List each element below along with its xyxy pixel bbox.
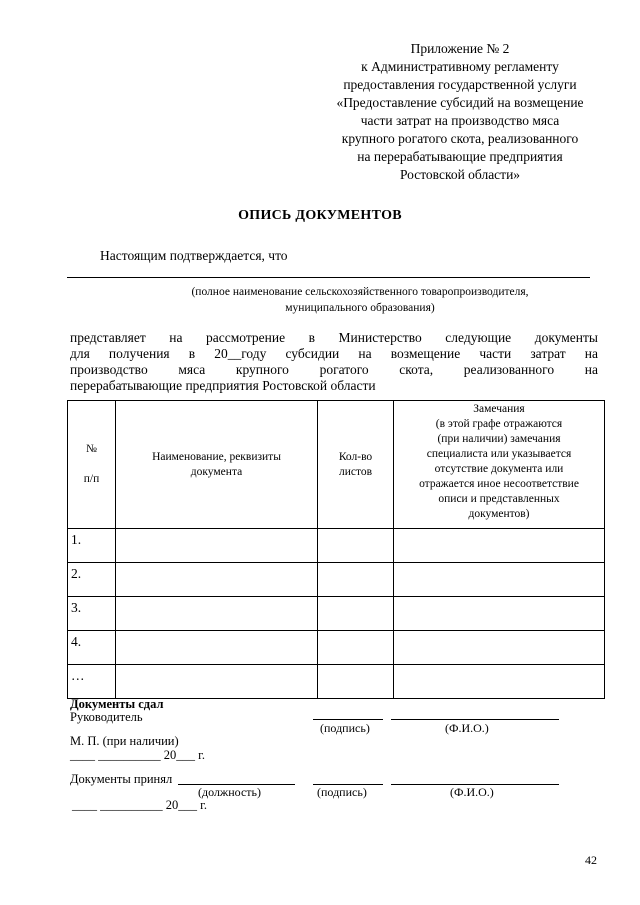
handed-head-label: Руководитель — [70, 710, 143, 724]
table-row — [68, 665, 605, 699]
header-document-name — [116, 401, 318, 529]
paragraph-line: представляет на рассмотрение в Министерство следующие документы — [70, 330, 598, 345]
header-remarks-line: отсутствие документа или — [434, 463, 564, 475]
row-remarks-cell[interactable] — [394, 563, 605, 597]
row-remarks-cell[interactable] — [394, 529, 605, 563]
table-row — [68, 597, 605, 631]
appendix-line: крупного рогатого скота, реализованного — [341, 131, 579, 146]
paragraph-line: для получения в 20__году субсидии на возмещение части затрат на — [70, 346, 598, 361]
handed-date: ____ __________ 20___ г. — [70, 748, 205, 762]
row-remarks-cell[interactable] — [394, 665, 605, 699]
handed-signature-caption: (подпись) — [320, 721, 370, 735]
table-header-row — [68, 401, 605, 529]
appendix-line: Приложение № 2 — [410, 41, 510, 56]
header-number-sign: № — [86, 443, 97, 455]
header-remarks-line: (при наличии) замечания — [437, 433, 561, 445]
producer-name-line — [67, 277, 590, 278]
received-date: ____ __________ 20___ г. — [72, 798, 207, 812]
received-fio-caption: (Ф.И.О.) — [450, 785, 494, 799]
received-label: Документы принял — [70, 772, 173, 786]
row-count-cell[interactable] — [318, 631, 394, 665]
row-remarks-cell[interactable] — [394, 631, 605, 665]
row-document-cell[interactable] — [116, 631, 318, 665]
row-count-cell[interactable] — [318, 597, 394, 631]
row-document-cell[interactable] — [116, 529, 318, 563]
appendix-line: части затрат на производство мяса — [360, 113, 560, 128]
row-number: … — [68, 665, 116, 699]
row-document-cell[interactable] — [116, 563, 318, 597]
header-number-abbrev: п/п — [83, 473, 100, 485]
row-number: 3. — [68, 597, 116, 631]
header-name-line: документа — [190, 465, 243, 478]
header-sheet-count — [318, 401, 394, 529]
intro-text: Настоящим подтверждается, что — [100, 248, 288, 263]
header-remarks-line: Замечания — [473, 403, 525, 415]
row-count-cell[interactable] — [318, 665, 394, 699]
header-name-line: Наименование, реквизиты — [152, 450, 281, 463]
appendix-line: Ростовской области» — [399, 167, 521, 182]
statement-paragraph — [70, 330, 598, 394]
producer-caption-line: муниципального образования) — [285, 302, 435, 314]
appendix-line: на перерабатывающие предприятия — [357, 149, 563, 164]
paragraph-line: производство мяса крупного рогатого скота, реализованного на — [70, 362, 598, 377]
header-count-line: листов — [338, 465, 373, 478]
header-remarks-line: специалиста или указывается — [426, 448, 572, 460]
header-remarks-line: описи и представленных — [438, 493, 560, 505]
page-title: ОПИСЬ ДОКУМЕНТОВ — [238, 208, 402, 223]
table-row — [68, 563, 605, 597]
received-position-caption: (должность) — [198, 785, 261, 799]
handed-signature-line[interactable] — [313, 719, 383, 720]
header-remarks — [394, 401, 605, 529]
handed-fio-line[interactable] — [391, 719, 559, 720]
row-count-cell[interactable] — [318, 529, 394, 563]
header-remarks-line: отражается иное несоответствие — [419, 478, 579, 490]
header-number — [68, 401, 116, 529]
stamp-label: М. П. (при наличии) — [70, 734, 179, 748]
row-count-cell[interactable] — [318, 563, 394, 597]
row-document-cell[interactable] — [116, 665, 318, 699]
row-document-cell[interactable] — [116, 597, 318, 631]
page-number: 42 — [585, 853, 597, 867]
header-count-line: Кол-во — [338, 450, 373, 463]
appendix-line: предоставления государственной услуги — [343, 77, 577, 92]
table-row — [68, 631, 605, 665]
header-remarks-line: (в этой графе отражаются — [435, 418, 563, 430]
table-row — [68, 529, 605, 563]
handed-heading: Документы сдал — [70, 697, 164, 711]
header-remarks-line: документов) — [468, 508, 530, 520]
received-signature-caption: (подпись) — [317, 785, 367, 799]
row-remarks-cell[interactable] — [394, 597, 605, 631]
appendix-line: «Предоставление субсидий на возмещение — [336, 95, 584, 110]
producer-caption-line: (полное наименование сельскохозяйственного товаропроизводителя, — [191, 286, 529, 298]
handed-fio-caption: (Ф.И.О.) — [445, 721, 489, 735]
row-number: 2. — [68, 563, 116, 597]
appendix-line: к Административному регламенту — [361, 59, 559, 74]
row-number: 4. — [68, 631, 116, 665]
documents-table — [67, 400, 605, 699]
paragraph-line: перерабатывающие предприятия Ростовской области — [70, 378, 376, 393]
producer-caption — [160, 284, 560, 316]
row-number: 1. — [68, 529, 116, 563]
appendix-header — [300, 40, 620, 184]
